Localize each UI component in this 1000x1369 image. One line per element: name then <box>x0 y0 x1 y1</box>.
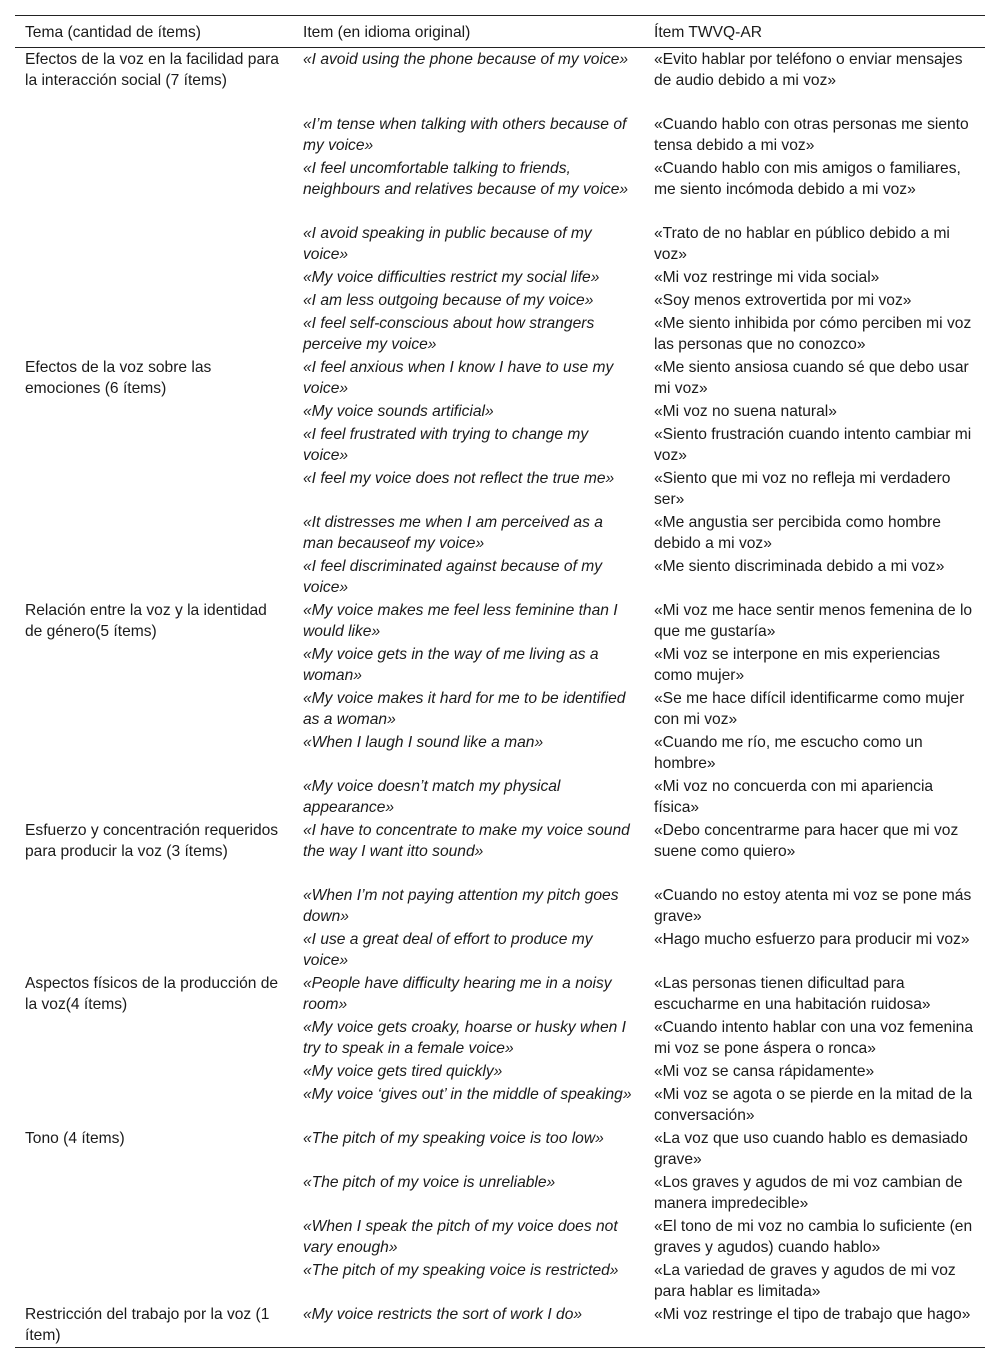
topic-cell <box>15 731 293 775</box>
translation-cell: «Trato de no hablar en público debido a mi voz» <box>654 224 950 263</box>
original-item-cell: «My voice difficulties restrict my social life» <box>303 268 600 286</box>
table-row <box>15 1303 985 1348</box>
translation-cell: «La voz que uso cuando hablo es demasiado grave» <box>654 1129 968 1168</box>
translation-cell: «Cuando no estoy atenta mi voz se pone más grave» <box>654 886 972 925</box>
topic-cell <box>15 1171 293 1215</box>
topic-cell <box>15 555 293 599</box>
topic-cell: Relación entre la voz y la identidad de género(5 ítems) <box>25 601 267 640</box>
translation-cell: «Me angustia ser percibida como hombre debido a mi voz» <box>654 513 941 552</box>
original-item-cell: «It distresses me when I am perceived as a man becauseof my voice» <box>303 513 603 552</box>
translation-cell: «Cuando intento hablar con una voz femenina mi voz se pone áspera o ronca» <box>654 1018 974 1057</box>
translation-cell: «Mi voz no suena natural» <box>654 402 837 420</box>
original-item-cell: «When I speak the pitch of my voice does not vary enough» <box>303 1217 618 1256</box>
table-row <box>15 555 985 599</box>
table-row <box>15 928 985 972</box>
original-item-cell: «My voice gets tired quickly» <box>303 1062 503 1080</box>
translation-cell: «Cuando hablo con otras personas me siento tensa debido a mi voz» <box>654 115 969 154</box>
table-row <box>15 113 985 157</box>
table-row <box>15 1016 985 1060</box>
table-row <box>15 423 985 467</box>
translation-cell: «La variedad de graves y agudos de mi voz para hablar es limitada» <box>654 1261 956 1300</box>
table-row <box>15 1083 985 1127</box>
original-item-cell: «I’m tense when talking with others because of my voice» <box>303 115 627 154</box>
translation-cell: «Mi voz no concuerda con mi apariencia física» <box>654 777 934 816</box>
table-row <box>15 643 985 687</box>
topic-cell <box>15 266 293 289</box>
topic-cell <box>15 1016 293 1060</box>
translation-cell: «Las personas tienen dificultad para escucharme en una habitación ruidosa» <box>654 974 931 1013</box>
translation-cell: «Siento frustración cuando intento cambiar mi voz» <box>654 425 972 464</box>
original-item-cell: «I feel anxious when I know I have to use my voice» <box>303 358 614 397</box>
table-row <box>15 289 985 312</box>
table-row <box>15 1215 985 1259</box>
translation-cell: «Mi voz me hace sentir menos femenina de lo que me gustaría» <box>654 601 973 640</box>
topic-cell <box>15 113 293 157</box>
topic-cell <box>15 1259 293 1303</box>
header-twvq-ar-item: Ítem TWVQ-AR <box>654 24 763 41</box>
translation-cell: «Mi voz restringe mi vida social» <box>654 268 880 286</box>
table-row <box>15 511 985 555</box>
translation-cell: «Me siento discriminada debido a mi voz» <box>654 557 945 575</box>
table-row <box>15 1127 985 1171</box>
original-item-cell: «My voice sounds artificial» <box>303 402 494 420</box>
translation-cell: «Los graves y agudos de mi voz cambian de manera impredecible» <box>654 1173 963 1212</box>
table-row <box>15 400 985 423</box>
original-item-cell: «My voice gets in the way of me living as a woman» <box>303 645 599 684</box>
original-item-cell: «My voice ‘gives out’ in the middle of speaking» <box>303 1085 632 1103</box>
topic-cell <box>15 289 293 312</box>
original-item-cell: «My voice doesn’t match my physical appearance» <box>303 777 561 816</box>
translation-cell: «Me siento ansiosa cuando sé que debo usar mi voz» <box>654 358 969 397</box>
topic-cell <box>15 1215 293 1259</box>
original-item-cell: «I feel frustrated with trying to change my voice» <box>303 425 589 464</box>
table-row <box>15 48 985 113</box>
translation-cell: «Hago mucho esfuerzo para producir mi voz» <box>654 930 970 948</box>
original-item-cell: «When I’m not paying attention my pitch goes down» <box>303 886 619 925</box>
topic-cell: Esfuerzo y concentración requeridos para producir la voz (3 ítems) <box>25 821 279 860</box>
topic-cell <box>15 928 293 972</box>
translation-cell: «Debo concentrarme para hacer que mi voz suene como quiero» <box>654 821 959 860</box>
table-row <box>15 1259 985 1303</box>
translation-cell: «Evito hablar por teléfono o enviar mensajes de audio debido a mi voz» <box>654 51 963 89</box>
table-header-row <box>15 16 985 48</box>
header-topic: Tema (cantidad de ítems) <box>25 24 201 41</box>
topic-cell <box>15 312 293 356</box>
original-item-cell: «When I laugh I sound like a man» <box>303 733 544 751</box>
table-row <box>15 731 985 775</box>
twvq-items-table <box>15 15 985 1348</box>
table-row <box>15 1171 985 1215</box>
translation-cell: «Me siento inhibida por cómo perciben mi voz las personas que no conozco» <box>654 314 972 353</box>
topic-cell <box>15 1060 293 1083</box>
original-item-cell: «I feel my voice does not reflect the true me» <box>303 469 615 487</box>
topic-cell <box>15 775 293 819</box>
translation-cell: «Cuando hablo con mis amigos o familiares, me siento incómoda debido a mi voz» <box>654 159 961 198</box>
topic-cell: Tono (4 ítems) <box>25 1129 125 1147</box>
original-item-cell: «I have to concentrate to make my voice sound the way I want itto sound» <box>303 821 630 860</box>
translation-cell: «El tono de mi voz no cambia lo suficiente (en graves y agudos) cuando hablo» <box>654 1217 973 1256</box>
original-item-cell: «The pitch of my speaking voice is too low» <box>303 1129 604 1147</box>
original-item-cell: «People have difficulty hearing me in a noisy room» <box>303 974 612 1013</box>
translation-cell: «Mi voz se interpone en mis experiencias como mujer» <box>654 645 941 684</box>
original-item-cell: «My voice makes me feel less feminine than I would like» <box>303 601 618 640</box>
original-item-cell: «I am less outgoing because of my voice» <box>303 291 594 309</box>
topic-cell <box>15 1083 293 1127</box>
topic-cell: Restricción del trabajo por la voz (1 ítem) <box>25 1305 270 1344</box>
table-row <box>15 356 985 400</box>
translation-cell: «Se me hace difícil identificarme como mujer con mi voz» <box>654 689 965 728</box>
topic-cell <box>15 467 293 511</box>
table-row <box>15 266 985 289</box>
table-row <box>15 972 985 1016</box>
original-item-cell: «I use a great deal of effort to produce my voice» <box>303 930 593 969</box>
table-row <box>15 775 985 819</box>
translation-cell: «Soy menos extrovertida por mi voz» <box>654 291 912 309</box>
topic-cell <box>15 643 293 687</box>
translation-cell: «Mi voz se cansa rápidamente» <box>654 1062 875 1080</box>
original-item-cell: «I avoid speaking in public because of my voice» <box>303 224 592 263</box>
table-row <box>15 1060 985 1083</box>
translation-cell: «Siento que mi voz no refleja mi verdadero ser» <box>654 469 951 508</box>
original-item-cell: «My voice makes it hard for me to be identified as a woman» <box>303 689 626 728</box>
table-row <box>15 819 985 884</box>
original-item-cell: «I avoid using the phone because of my voice» <box>303 51 629 68</box>
original-item-cell: «The pitch of my voice is unreliable» <box>303 1173 556 1191</box>
topic-cell: Aspectos físicos de la producción de la voz(4 ítems) <box>25 974 279 1013</box>
table-row <box>15 157 985 222</box>
original-item-cell: «The pitch of my speaking voice is restricted» <box>303 1261 619 1279</box>
topic-cell <box>15 884 293 928</box>
header-original-item: Item (en idioma original) <box>303 24 471 41</box>
topic-cell <box>15 157 293 222</box>
table-row <box>15 687 985 731</box>
topic-cell <box>15 222 293 266</box>
original-item-cell: «I feel self-conscious about how strangers perceive my voice» <box>303 314 595 353</box>
topic-cell <box>15 511 293 555</box>
table-row <box>15 312 985 356</box>
table-row <box>15 467 985 511</box>
original-item-cell: «My voice gets croaky, hoarse or husky when I try to speak in a female voice» <box>303 1018 626 1057</box>
topic-cell: Efectos de la voz sobre las emociones (6 ítems) <box>25 358 212 397</box>
table-row <box>15 884 985 928</box>
table-row <box>15 222 985 266</box>
translation-cell: «Mi voz restringe el tipo de trabajo que hago» <box>654 1305 971 1323</box>
topic-cell <box>15 687 293 731</box>
translation-cell: «Mi voz se agota o se pierde en la mitad de la conversación» <box>654 1085 973 1124</box>
original-item-cell: «My voice restricts the sort of work I do» <box>303 1305 583 1323</box>
topic-cell <box>15 423 293 467</box>
topic-cell <box>15 400 293 423</box>
topic-cell: Efectos de la voz en la facilidad para la interacción social (7 ítems) <box>25 51 279 89</box>
original-item-cell: «I feel discriminated against because of my voice» <box>303 557 603 596</box>
original-item-cell: «I feel uncomfortable talking to friends, neighbours and relatives because of my voice» <box>303 159 629 198</box>
translation-cell: «Cuando me río, me escucho como un hombre» <box>654 733 923 772</box>
table-row <box>15 599 985 643</box>
